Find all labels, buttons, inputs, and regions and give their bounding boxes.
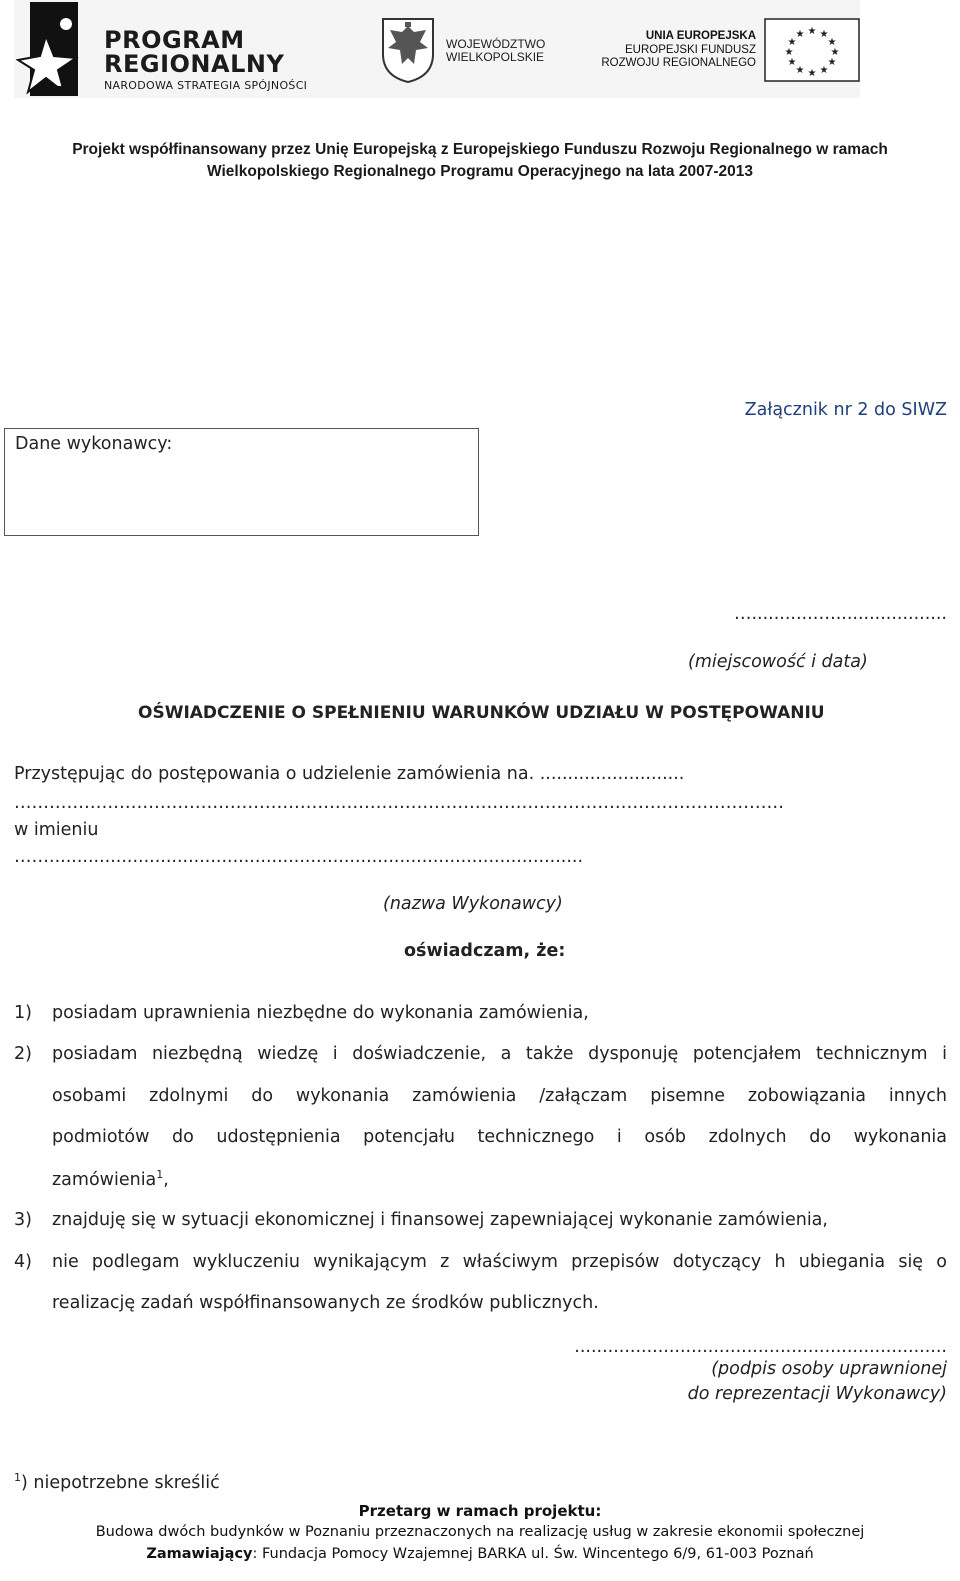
item-2-line1: posiadam niezbędną wiedzę i doświadczenie, a także dysponuję potencjałem technicznym i	[52, 1044, 947, 1064]
program-line2: REGIONALNY	[104, 50, 285, 78]
footer-line3	[0, 1546, 960, 1562]
region-line1: WOJEWÓDZTWO	[446, 37, 546, 51]
svg-text:★: ★	[807, 26, 817, 37]
footnote-number: 1	[14, 1471, 21, 1484]
svg-text:★: ★	[827, 37, 837, 48]
item-2-line2: osobami zdolnymi do wykonania zamówienia /załączam pisemne zobowiązania innych	[52, 1086, 947, 1106]
svg-text:★: ★	[819, 29, 829, 40]
item-1-text: posiadam uprawnienia niezbędne do wykonania zamówienia,	[52, 1003, 589, 1023]
cofinance-header-line1: Projekt współfinansowany przez Unię Europejską z Europejskiego Funduszu Rozwoju Regionalnego w ramach	[72, 141, 888, 158]
declaration-title: OŚWIADCZENIE O SPEŁNIENIU WARUNKÓW UDZIAŁU W POSTĘPOWANIU	[138, 703, 825, 723]
eu-line2: EUROPEJSKI FUNDUSZ	[625, 44, 756, 56]
svg-text:★: ★	[795, 29, 805, 40]
svg-text:★: ★	[807, 68, 817, 79]
item-3-text: znajduję się w sytuacji ekonomicznej i finansowej zapewniającej wykonanie zamówienia,	[52, 1210, 828, 1230]
signature-caption1: (podpis osoby uprawnionej	[711, 1359, 947, 1379]
contractor-name-dots: ……................................................................................................	[14, 847, 584, 867]
contractor-data-box[interactable]	[4, 428, 479, 536]
program-star-icon	[16, 2, 82, 96]
svg-text:★: ★	[784, 47, 794, 58]
item-1-number: 1)	[14, 1003, 32, 1023]
item-4-number: 4)	[14, 1252, 32, 1272]
intro-dots-line: ……………………………………………………………………………………………………………………	[14, 793, 784, 813]
footnote	[14, 1471, 220, 1493]
signature-dots: ...................................................................	[574, 1337, 947, 1357]
contractor-name-caption: (nazwa Wykonawcy)	[383, 894, 563, 914]
program-regionalny-logo	[16, 2, 326, 96]
signature-caption2: do reprezentacji Wykonawcy)	[687, 1384, 947, 1404]
eu-line3: ROZWOJU REGIONALNEGO	[601, 57, 756, 69]
svg-text:★: ★	[827, 57, 837, 68]
item-2-number: 2)	[14, 1044, 32, 1064]
item-4-line2: realizację zadań współfinansowanych ze środków publicznych.	[52, 1293, 599, 1313]
declare-heading: oświadczam, że:	[404, 941, 566, 961]
footer-orderer-details: : Fundacja Pomocy Wzajemnej BARKA ul. Św. Wincentego 6/9, 61-003 Poznań	[252, 1546, 814, 1562]
place-date-caption: (miejscowość i data)	[688, 652, 868, 672]
item-2-line3: podmiotów do udostępnienia potencjału technicznego i osób zdolnych do wykonania	[52, 1127, 947, 1147]
eu-flag-icon	[764, 18, 860, 82]
cofinance-header-line2: Wielkopolskiego Regionalnego Programu Operacyjnego na lata 2007-2013	[207, 163, 753, 180]
region-line2: WIELKOPOLSKIE	[446, 50, 545, 64]
eu-logo	[590, 18, 860, 84]
item-3-number: 3)	[14, 1210, 32, 1230]
svg-text:★: ★	[830, 47, 840, 58]
wielkopolska-logo	[380, 16, 550, 86]
item-2-tail: ,	[163, 1169, 169, 1190]
svg-text:★: ★	[819, 65, 829, 76]
footnote-text: ) niepotrzebne skreślić	[21, 1472, 220, 1493]
in-name-label: w imieniu	[14, 820, 99, 840]
svg-text:★: ★	[787, 57, 797, 68]
eagle-crest-icon	[380, 16, 436, 84]
svg-text:★: ★	[795, 65, 805, 76]
footer-orderer-label: Zamawiający	[146, 1546, 253, 1562]
footer-line1: Przetarg w ramach projektu:	[358, 1502, 602, 1520]
attachment-label: Załącznik nr 2 do SIWZ	[744, 400, 947, 420]
intro-line1: Przystępując do postępowania o udzielenie zamówienia na. ..........................	[14, 764, 685, 784]
footer-line2: Budowa dwóch budynków w Poznaniu przeznaczonych na realizację usług w zakresie ekonomii społecznej	[95, 1524, 865, 1540]
eu-line1: UNIA EUROPEJSKA	[645, 30, 756, 42]
place-date-dots: …...........….....................	[733, 604, 947, 624]
svg-text:★: ★	[787, 37, 797, 48]
program-subtitle: NARODOWA STRATEGIA SPÓJNOŚCI	[104, 79, 308, 92]
contractor-box-label: Dane wykonawcy:	[15, 434, 173, 454]
footnote-ref: 1	[156, 1168, 164, 1181]
item-4-line1: nie podlegam wykluczeniu wynikającym z właściwym przepisów dotyczący h ubiegania się o	[52, 1252, 947, 1272]
program-line1: PROGRAM	[104, 26, 245, 54]
item-2-last-word: zamówienia	[52, 1169, 157, 1190]
item-2-line4	[52, 1168, 169, 1190]
